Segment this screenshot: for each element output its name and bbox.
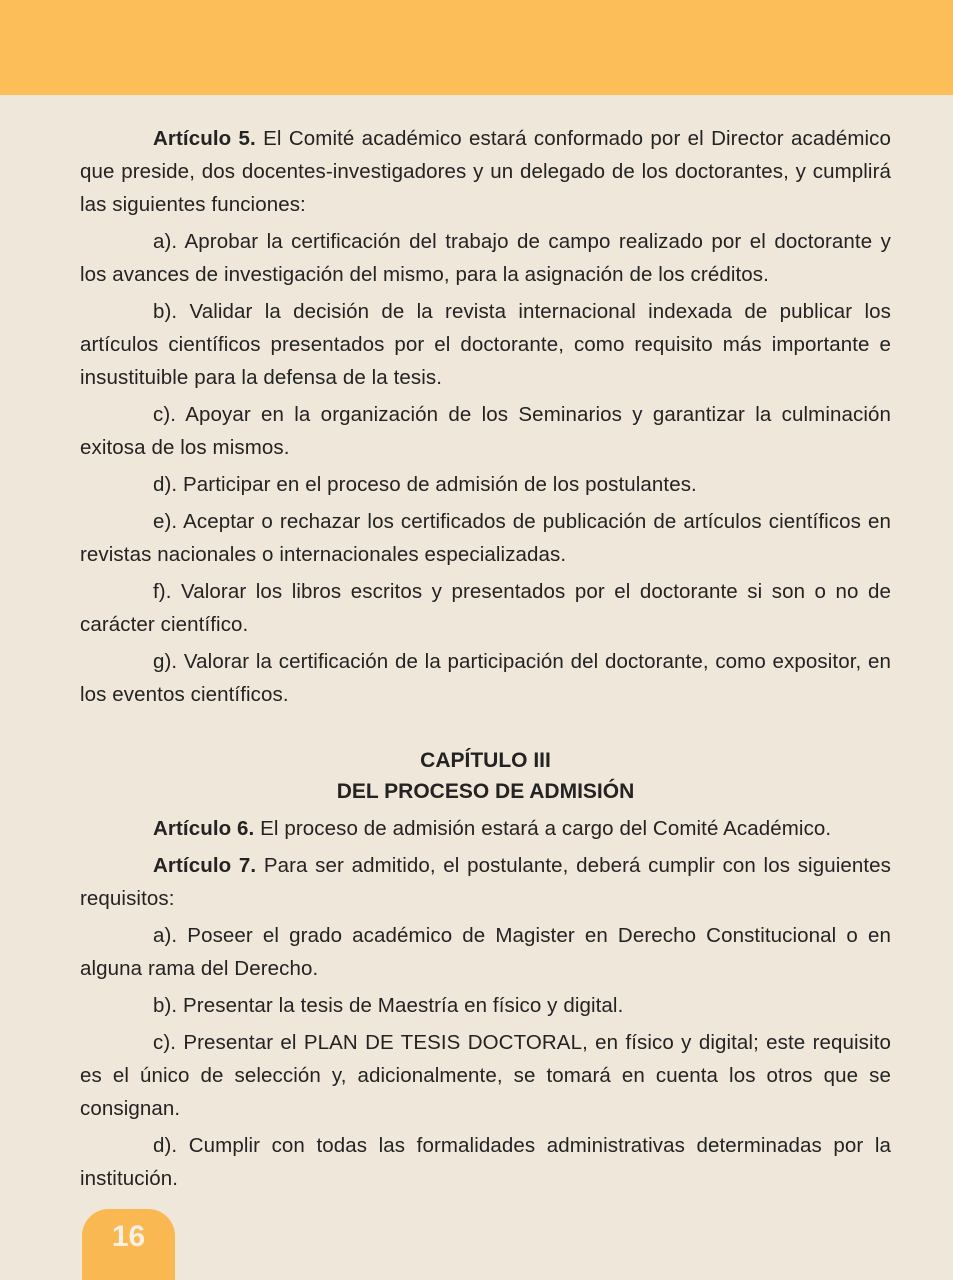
paragraph-req-d [80, 1129, 891, 1195]
paragraph-req-c [80, 1026, 891, 1125]
paragraph-text: d). Participar en el proceso de admisión de los postulantes. [153, 473, 697, 496]
paragraph-item-a [80, 225, 891, 291]
paragraph-item-b [80, 295, 891, 394]
paragraph-text: g). Valorar la certificación de la participación del doctorante, como expositor, en los eventos científicos. [80, 650, 891, 706]
paragraph-text: c). Apoyar en la organización de los Seminarios y garantizar la culminación exitosa de los mismos. [80, 403, 891, 459]
page-number: 16 [111, 1220, 146, 1253]
paragraph-text: El Comité académico estará conformado por el Director académico que preside, dos docentes-investigadores y un delegado de los doctorantes, y cumplirá las siguientes funciones: [80, 127, 891, 216]
paragraph-text: Para ser admitido, el postulante, deberá cumplir con los siguientes requisitos: [80, 854, 892, 910]
page-content [0, 95, 953, 1199]
paragraph-text: b). Validar la decisión de la revista internacional indexada de publicar los artículos científicos presentados por el doctorante, como requisito más importante e insustituible para la defensa de la tesis. [80, 300, 891, 389]
header-band [0, 0, 953, 95]
paragraph-item-e [80, 505, 891, 571]
paragraph-item-f [80, 575, 891, 641]
paragraph-articulo-6 [80, 812, 891, 845]
article-label: Artículo 7. [153, 854, 257, 877]
paragraph-text: b). Presentar la tesis de Maestría en físico y digital. [153, 994, 624, 1017]
chapter-title: CAPÍTULO III [420, 749, 551, 772]
paragraph-text: c). Presentar el PLAN DE TESIS DOCTORAL, en físico y digital; este requisito es el único de selección y, adicionalmente, se tomará en cuenta los otros que se consignan. [80, 1031, 891, 1120]
paragraph-item-d [80, 468, 891, 501]
page-number-badge [82, 1209, 175, 1280]
paragraph-text: El proceso de admisión estará a cargo del Comité Académico. [254, 817, 832, 840]
paragraph-articulo-5 [80, 122, 891, 221]
paragraph-text: a). Poseer el grado académico de Magister en Derecho Constitucional o en alguna rama del Derecho. [80, 924, 891, 980]
article-label: Artículo 5. [153, 127, 256, 150]
paragraph-articulo-7 [80, 849, 891, 915]
paragraph-req-a [80, 919, 891, 985]
paragraph-req-b [80, 989, 891, 1022]
paragraph-text: d). Cumplir con todas las formalidades administrativas determinadas por la institución. [80, 1134, 891, 1190]
paragraph-text: a). Aprobar la certificación del trabajo de campo realizado por el doctorante y los avances de investigación del mismo, para la asignación de los créditos. [80, 230, 891, 286]
paragraph-text: e). Aceptar o rechazar los certificados de publicación de artículos científicos en revistas nacionales o internacionales especializadas. [80, 510, 891, 566]
article-label: Artículo 6. [153, 817, 255, 840]
chapter-subtitle: DEL PROCESO DE ADMISIÓN [336, 780, 635, 803]
chapter-heading [80, 745, 891, 807]
paragraph-item-c [80, 398, 891, 464]
paragraph-text: f). Valorar los libros escritos y presentados por el doctorante si son o no de carácter científico. [80, 580, 891, 636]
paragraph-item-g [80, 645, 891, 711]
